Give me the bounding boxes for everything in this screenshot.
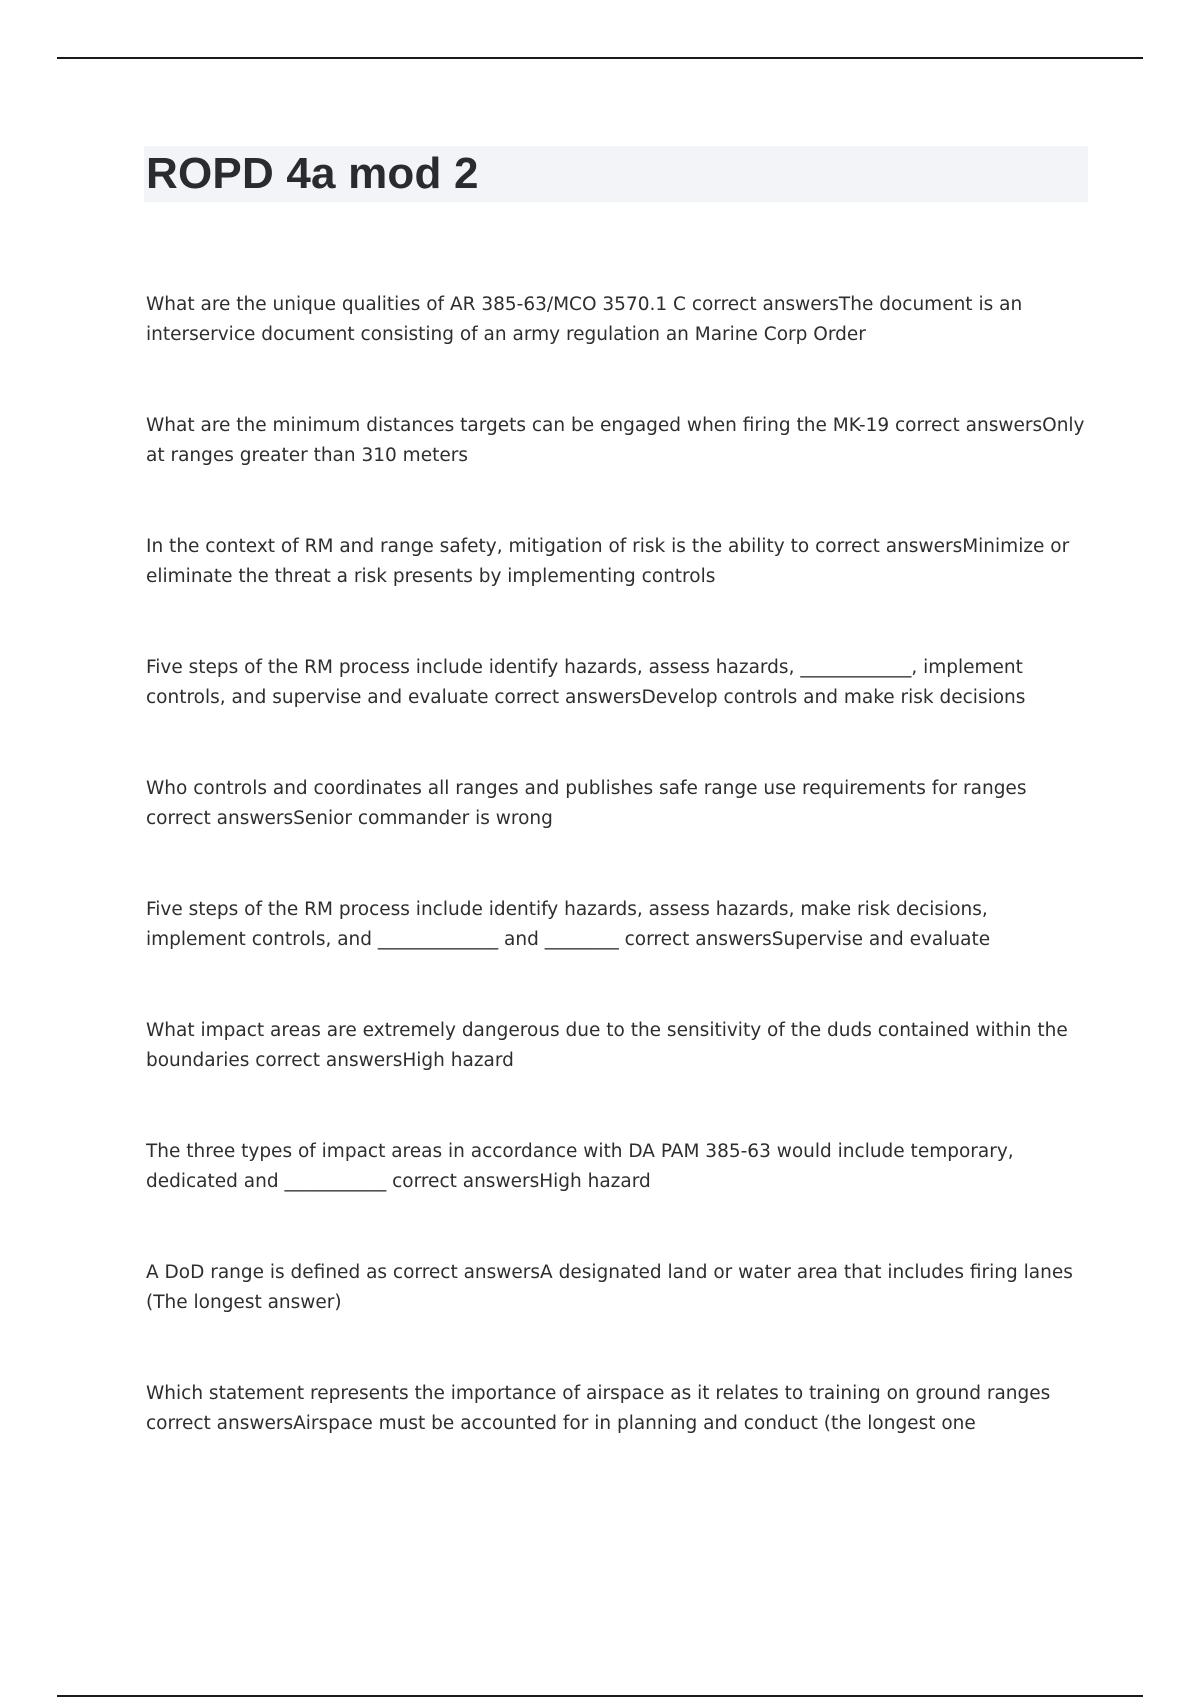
- qa-item-10: Which statement represents the importance of airspace as it relates to training on ground ranges correct answersAirspace must be accounted for in planning and conduct (the longest one: [146, 1383, 1051, 1434]
- qa-item-9: A DoD range is defined as correct answersA designated land or water area that includes firing lanes (The longest answer): [146, 1262, 1073, 1313]
- document-title: ROPD 4a mod 2: [146, 149, 479, 198]
- qa-item-8: The three types of impact areas in accordance with DA PAM 385-63 would include temporary, dedicated and ___________ correct answersHigh hazard: [146, 1141, 1014, 1192]
- qa-item-3: In the context of RM and range safety, mitigation of risk is the ability to correct answersMinimize or eliminate the threat a risk presents by implementing controls: [146, 536, 1070, 587]
- qa-item-7: What impact areas are extremely dangerous due to the sensitivity of the duds contained within the boundaries correct answersHigh hazard: [146, 1020, 1068, 1071]
- qa-item-6: Five steps of the RM process include identify hazards, assess hazards, make risk decisions, implement controls, and _____________ and ________ correct answersSupervise and evaluate: [146, 899, 991, 950]
- qa-item-1: What are the unique qualities of AR 385-63/MCO 3570.1 C correct answersThe document is an interservice document consisting of an army regulation an Marine Corp Order: [146, 294, 1023, 345]
- top-divider: [57, 57, 1143, 59]
- question-answer-list: [146, 290, 1090, 1500]
- qa-item-4: Five steps of the RM process include identify hazards, assess hazards, ____________, implement controls, and supervise and evaluate correct answersDevelop controls and make risk decisions: [146, 657, 1026, 708]
- bottom-divider: [57, 1695, 1143, 1697]
- qa-item-5: Who controls and coordinates all ranges and publishes safe range use requirements for ranges correct answersSenior commander is wrong: [146, 778, 1027, 829]
- qa-item-2: What are the minimum distances targets can be engaged when firing the MK-19 correct answersOnly at ranges greater than 310 meters: [146, 415, 1085, 466]
